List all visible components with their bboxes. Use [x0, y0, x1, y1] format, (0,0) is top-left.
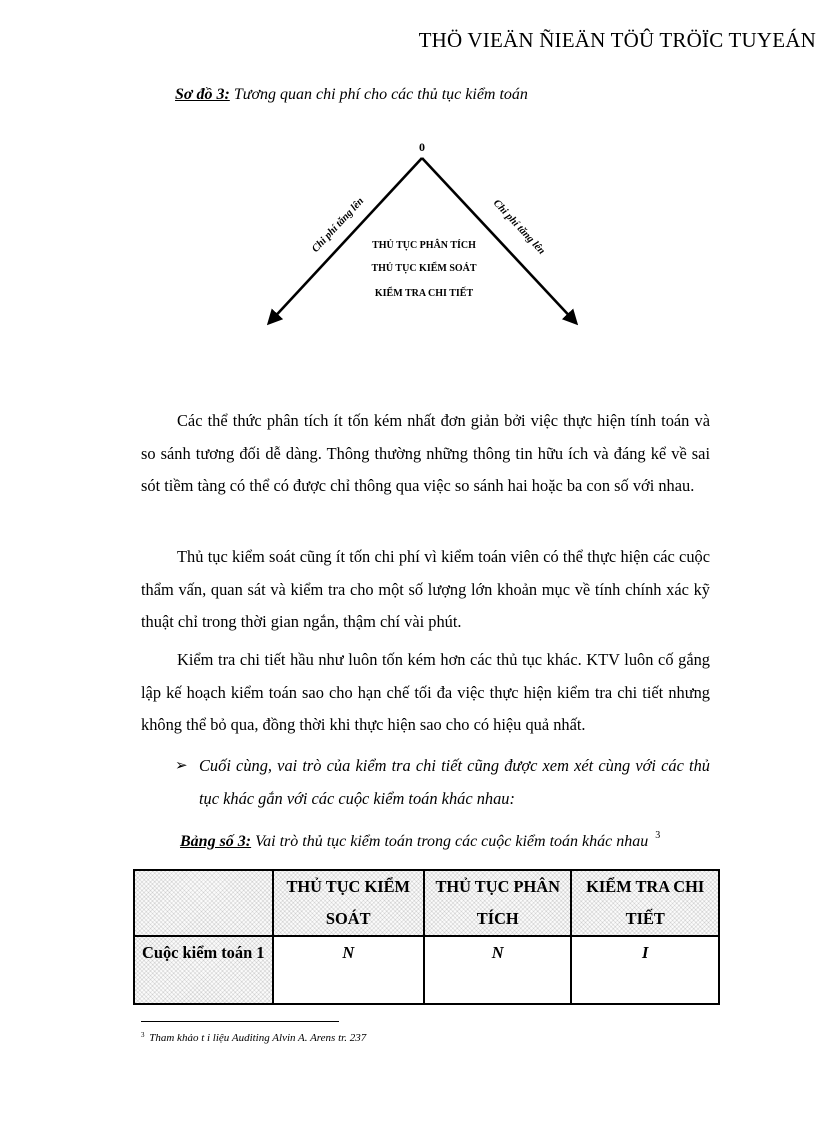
diagram-caption [175, 86, 528, 104]
bullet-arrow-icon: ➢ [175, 758, 188, 774]
diagram-item-control: THỦ TỤC KIỂM SOÁT [371, 263, 477, 274]
footnote-number: 3 [141, 1031, 145, 1039]
footnote-text: Tham khảo t i liệu Auditing Alvin A. Arens tr. 237 [149, 1032, 367, 1044]
table-row [134, 936, 719, 1004]
page-header: THÖ VIEÄN ÑIEÄN TÖÛ TRÖÏC TUYEÁN [418, 28, 816, 52]
table-caption [180, 830, 660, 851]
table-cell-detail: I [571, 936, 719, 1004]
table-header-empty [134, 870, 273, 936]
table-caption-text: Vai trò thủ tục kiểm toán trong các cuộc kiểm toán khác nhau [255, 833, 649, 850]
table-header-control: THỦ TỤC KIỂM SOÁT [273, 870, 424, 936]
diagram-label: Sơ đồ 3: [175, 86, 230, 103]
footnote-divider [141, 1021, 339, 1022]
table-header-row [134, 870, 719, 936]
cost-diagram [255, 132, 595, 332]
left-arrow-label: Chi phí tăng lên [310, 195, 367, 255]
table-header-detail: KIỂM TRA CHI TIẾT [571, 870, 719, 936]
bullet-text: Cuối cùng, vai trò của kiểm tra chi tiết cũng được xem xét cùng với các thủ tục khác gắn với các cuộc kiểm toán khác nhau: [199, 756, 710, 808]
diagram-caption-text: Tương quan chi phí cho các thủ tục kiểm toán [233, 86, 528, 103]
table-row-label: Cuộc kiểm toán 1 [134, 936, 273, 1004]
diagram-item-analytical: THỦ TỤC PHÂN TÍCH [372, 240, 476, 251]
table-cell-analytical: N [424, 936, 572, 1004]
bullet-item [175, 750, 710, 815]
table-header-analytical: THỦ TỤC PHÂN TÍCH [424, 870, 572, 936]
audit-roles-table [133, 869, 720, 1005]
paragraph-analytical: Các thể thức phân tích ít tốn kém nhất đơn giản bởi việc thực hiện tính toán và so sánh tương đối dễ dàng. Thông thường những thông tin hữu ích và đáng kể về sai sót tiềm tàng có thể có được chỉ thông qua việc so sánh hai hoặc ba con số với nhau. [141, 411, 710, 495]
table-label: Bảng số 3: [180, 833, 252, 850]
footnote [141, 1031, 366, 1044]
diagram-apex-label: 0 [419, 140, 425, 154]
table-cell-control: N [273, 936, 424, 1004]
paragraph-control: Thủ tục kiểm soát cũng ít tốn chi phí vì kiểm toán viên có thể thực hiện các cuộc thẩm vấn, quan sát và kiểm tra cho một số lượng lớn khoản mục về tính chính xác kỹ thuật chỉ trong thời gian ngắn, thậm chí vài phút. [141, 547, 710, 631]
footnote-reference: 3 [655, 830, 661, 841]
right-arrow-label: Chi phí tăng lên [490, 197, 547, 257]
diagram-item-detail: KIỂM TRA CHI TIẾT [374, 288, 474, 299]
paragraph-detail: Kiểm tra chi tiết hầu như luôn tốn kém hơn các thủ tục khác. KTV luôn cố gắng lập kế hoạch kiểm toán sao cho hạn chế tối đa việc thực hiện kiểm tra chi tiết nhưng không thể bỏ qua, đồng thời khi thực hiện sao cho có hiệu quả nhất. [141, 650, 710, 734]
